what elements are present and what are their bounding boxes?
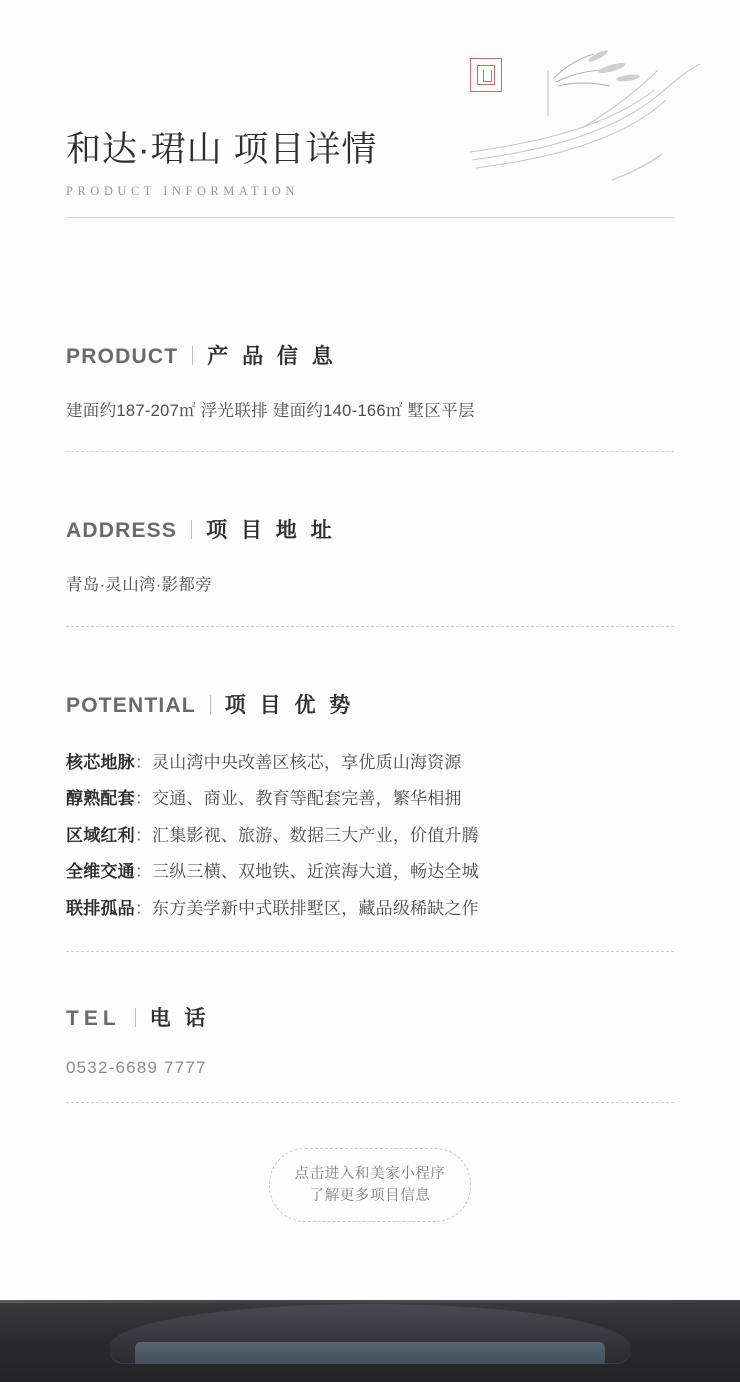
section-address-cn: 项 目 地 址 — [206, 519, 336, 543]
spacer — [66, 952, 676, 1002]
list-item — [66, 818, 676, 855]
advantage-value: 东方美学新中式联排墅区，藏品级稀缺之作 — [152, 898, 479, 918]
section-tel-heading — [66, 1002, 676, 1032]
mini-program-button[interactable] — [269, 1148, 471, 1222]
advantage-colon: ： — [134, 898, 153, 918]
mini-program-button-line1: 点击进入和美家小程序 — [294, 1165, 446, 1182]
advantage-colon: ： — [134, 825, 153, 845]
seal-stamp-icon — [470, 58, 502, 92]
section-product-cn: 产 品 信 息 — [207, 345, 337, 368]
advantage-list — [66, 745, 676, 928]
page-subtitle: PRODUCT INFORMATION — [66, 183, 299, 198]
advantage-colon: ： — [134, 752, 153, 772]
heading-divider-icon — [192, 346, 193, 365]
advantage-key: 醇熟配套 — [66, 789, 135, 809]
advantage-value: 灵山湾中央改善区核芯，享优质山海资源 — [152, 752, 462, 772]
device-body — [110, 1304, 630, 1364]
section-tel-rule — [66, 1102, 674, 1103]
heading-divider-icon — [210, 695, 211, 714]
advantage-value: 交通、商业、教育等配套完善，繁华相拥 — [152, 789, 462, 809]
page-title: 和达·珺山 项目详情 — [66, 130, 378, 169]
section-product-en: PRODUCT — [66, 345, 179, 368]
list-item — [66, 854, 676, 891]
spacer — [66, 627, 676, 689]
section-product-heading — [66, 340, 676, 370]
section-potential-heading — [66, 689, 676, 719]
title-divider — [66, 217, 674, 218]
section-product — [66, 340, 676, 452]
advantage-key: 区域红利 — [66, 825, 135, 845]
mini-program-button-line2: 了解更多项目信息 — [309, 1188, 431, 1204]
section-tel-en: TEL — [66, 1007, 121, 1031]
phone-number[interactable]: 0532-6689 7777 — [66, 1058, 207, 1078]
advantage-key: 全维交通 — [66, 862, 135, 882]
content-area — [66, 340, 676, 1103]
spacer — [66, 452, 676, 514]
list-item — [66, 781, 676, 818]
device-screen — [135, 1342, 605, 1364]
advantage-colon: ： — [134, 862, 153, 882]
heading-divider-icon — [135, 1008, 136, 1027]
section-address — [66, 514, 676, 626]
section-address-en: ADDRESS — [66, 519, 178, 543]
heading-divider-icon — [191, 520, 192, 539]
section-tel-cn: 电 话 — [149, 1007, 210, 1031]
section-address-body: 青岛·灵山湾·影都旁 — [66, 576, 212, 595]
title-block — [66, 128, 676, 218]
section-potential — [66, 689, 676, 953]
advantage-value: 三纵三横、双地铁、近滨海大道，畅达全城 — [152, 862, 479, 882]
advantage-key: 联排孤品 — [66, 898, 135, 918]
section-tel — [66, 1002, 676, 1103]
list-item — [66, 745, 676, 782]
bottom-device-image — [0, 1300, 740, 1382]
advantage-colon: ： — [134, 789, 153, 809]
list-item — [66, 891, 676, 928]
section-potential-cn: 项 目 优 势 — [224, 693, 355, 717]
advantage-key: 核芯地脉 — [66, 752, 135, 772]
advantage-value: 汇集影视、旅游、数据三大产业，价值升腾 — [152, 825, 479, 845]
section-potential-en: POTENTIAL — [66, 693, 196, 717]
section-address-heading — [66, 514, 676, 544]
section-product-body: 建面约187-207㎡ 浮光联排 建面约140-166㎡ 墅区平层 — [66, 402, 475, 420]
